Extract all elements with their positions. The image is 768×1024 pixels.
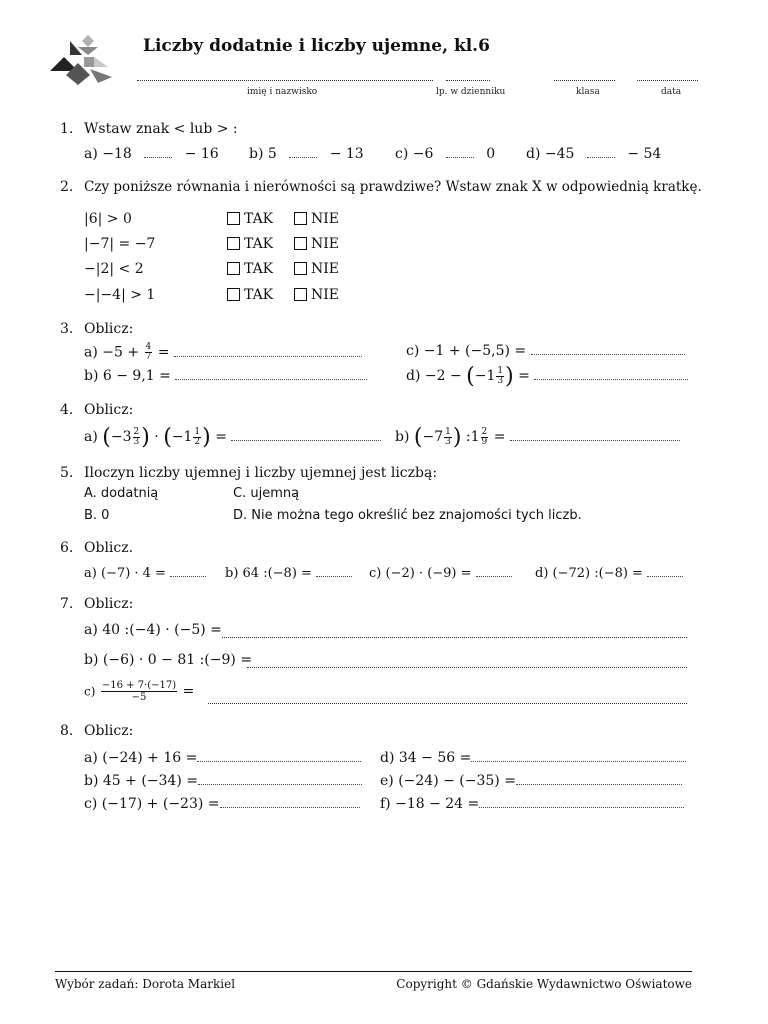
tangram-logo	[48, 33, 114, 89]
equals: =	[215, 429, 227, 445]
answer-blank[interactable]	[144, 156, 172, 158]
answer-line[interactable]	[222, 637, 687, 638]
q8-c	[84, 796, 360, 812]
fraction: $\frac{1}{3}$	[445, 426, 451, 447]
q2-row-3: −|2| < 2	[84, 261, 144, 277]
fraction: $\frac{1}{3}$	[497, 365, 504, 386]
question-number: 1.	[60, 121, 74, 137]
q6-c	[369, 566, 512, 581]
answer-blank[interactable]	[170, 575, 206, 577]
q3-c	[406, 343, 685, 359]
answer-blank[interactable]	[289, 156, 317, 158]
answer-line[interactable]	[510, 439, 680, 441]
checkbox[interactable]	[227, 237, 240, 250]
expr: a) (−24) + 16 =	[84, 750, 198, 766]
q7-b: b) (−6) · 0 − 81 :(−9) =	[84, 652, 253, 668]
expr: d) −2 −	[406, 368, 462, 384]
times: ·	[154, 429, 159, 445]
expr: f) −18 − 24 =	[380, 796, 480, 812]
q3-b	[84, 368, 367, 384]
q1-right: 0	[486, 146, 496, 162]
q8-e	[380, 773, 682, 789]
q2-row-1: |6| > 0	[84, 211, 132, 227]
answer-line[interactable]	[531, 353, 685, 355]
footer-author: Wybór zadań: Dorota Markiel	[55, 977, 236, 991]
answer-blank[interactable]	[587, 156, 615, 158]
q2-row-4: −|−4| > 1	[84, 287, 156, 303]
class-field[interactable]	[554, 80, 615, 81]
tak-label: TAK	[244, 236, 274, 252]
question-text: Wstaw znak < lub > :	[84, 121, 238, 137]
divide: :	[465, 429, 471, 445]
nie-option[interactable]	[294, 261, 339, 277]
class-number-label: lp. w dzienniku	[436, 87, 506, 97]
q8-f	[380, 796, 684, 812]
answer-blank[interactable]	[316, 575, 352, 577]
tak-option[interactable]	[227, 211, 273, 227]
answer-line[interactable]	[175, 378, 367, 380]
fraction: $\frac{4}{7}$	[145, 342, 152, 362]
expr: b) 6 − 9,1 =	[84, 368, 171, 384]
expr: d) 34 − 56 =	[380, 750, 472, 766]
question-text: Oblicz:	[84, 321, 134, 337]
tak-label: TAK	[244, 287, 274, 303]
footer-divider	[55, 971, 692, 972]
expr: −1	[474, 368, 496, 384]
q2-row-2: |−7| = −7	[84, 236, 156, 252]
question-text: Czy poniższe równania i nierówności są prawdziwe? Wstaw znak X w odpowiednią kratkę.	[84, 179, 702, 195]
checkbox[interactable]	[227, 212, 240, 225]
question-number: 6.	[60, 540, 74, 556]
q1-left: d) −45	[526, 146, 575, 162]
q1-left: a) −18	[84, 146, 132, 162]
equals: =	[182, 683, 195, 700]
expr: d) (−72) :(−8) =	[535, 566, 643, 581]
expr: −1	[171, 429, 193, 445]
answer-line[interactable]	[471, 760, 686, 762]
answer-line[interactable]	[220, 806, 360, 808]
fraction: $\frac{-16 + 7\cdot(-17)}{-5}$	[101, 680, 177, 703]
fraction: $\frac{2}{3}$	[133, 426, 140, 447]
question-number: 3.	[60, 321, 74, 337]
q1-item-c	[395, 146, 495, 162]
equals: =	[493, 429, 506, 445]
label: c)	[84, 684, 96, 699]
question-number: 5.	[60, 465, 74, 481]
expr: b) 45 + (−34) =	[84, 773, 198, 789]
date-label: data	[661, 87, 682, 97]
question-number: 7.	[60, 596, 74, 612]
question-text: Oblicz:	[84, 402, 134, 418]
question-text: Oblicz:	[84, 596, 134, 612]
nie-label: NIE	[311, 261, 339, 277]
q1-item-b	[249, 146, 364, 162]
checkbox[interactable]	[227, 262, 240, 275]
q8-b	[84, 773, 362, 789]
checkbox[interactable]	[294, 262, 307, 275]
nie-label: NIE	[311, 211, 339, 227]
checkbox[interactable]	[294, 237, 307, 250]
equals: =	[157, 344, 170, 361]
answer-line[interactable]	[516, 783, 682, 785]
q3-a	[84, 343, 362, 362]
expr: a) −5 +	[84, 344, 140, 361]
q1-right: − 13	[329, 146, 364, 162]
q8-a	[84, 750, 361, 766]
q4-b: b) (−7 $\frac{1}{3}$ ) :1 $\frac{2}{9}$ =	[395, 425, 680, 450]
option-a[interactable]: A. dodatnią	[84, 486, 159, 501]
answer-line[interactable]	[247, 667, 687, 668]
q6-b	[225, 566, 352, 581]
answer-line[interactable]	[534, 378, 688, 380]
answer-line[interactable]	[479, 806, 684, 808]
q3-d: d) −2 − (−1 $\frac{1}{3}$ ) =	[406, 364, 688, 389]
option-b[interactable]: B. 0	[84, 508, 110, 523]
fraction: $\frac{1}{2}$	[194, 426, 201, 447]
q7-c	[84, 680, 194, 703]
q4-a: a) (−3 $\frac{2}{3}$ ) · (−1 $\frac{1}{2}$ ) =	[84, 425, 381, 450]
answer-line[interactable]	[231, 439, 381, 441]
q8-d	[380, 750, 686, 766]
tak-option[interactable]	[227, 261, 273, 277]
expr: c) (−17) + (−23) =	[84, 796, 220, 812]
expr: −7	[422, 429, 444, 445]
question-number: 4.	[60, 402, 74, 418]
answer-blank[interactable]	[647, 575, 683, 577]
expr: e) (−24) − (−35) =	[380, 773, 516, 789]
q6-d	[535, 566, 683, 581]
nie-label: NIE	[311, 236, 339, 252]
nie-label: NIE	[311, 287, 339, 303]
answer-blank[interactable]	[476, 575, 512, 577]
question-text: Oblicz.	[84, 540, 134, 556]
q1-item-d	[526, 146, 661, 162]
question-text: Iloczyn liczby ujemnej i liczby ujemnej jest liczbą:	[84, 465, 438, 481]
expr: b) 64 :(−8) =	[225, 566, 312, 581]
q1-item-a	[84, 146, 219, 162]
nie-option[interactable]	[294, 287, 339, 303]
q1-right: − 54	[627, 146, 662, 162]
q7-a: a) 40 :(−4) · (−5) =	[84, 622, 222, 638]
expr: 1	[470, 429, 480, 445]
answer-line[interactable]	[197, 760, 361, 762]
option-d[interactable]: D. Nie można tego określić bez znajomości tych liczb.	[233, 508, 582, 523]
q1-left: c) −6	[395, 146, 434, 162]
tak-option[interactable]	[227, 236, 273, 252]
q1-right: − 16	[184, 146, 219, 162]
tak-option[interactable]	[227, 287, 273, 303]
question-number: 8.	[60, 723, 74, 739]
nie-option[interactable]	[294, 211, 339, 227]
expr: c) (−2) · (−9) =	[369, 566, 472, 581]
worksheet-title: Liczby dodatnie i liczby ujemne, kl.6	[143, 36, 490, 56]
fraction: $\frac{2}{9}$	[481, 426, 488, 447]
name-label: imię i nazwisko	[247, 87, 318, 97]
date-field[interactable]	[637, 80, 698, 81]
checkbox[interactable]	[227, 288, 240, 301]
q6-a	[84, 566, 206, 581]
checkbox[interactable]	[294, 288, 307, 301]
label: b)	[395, 429, 410, 445]
name-field[interactable]	[137, 80, 433, 81]
footer-copyright: Copyright © Gdańskie Wydawnictwo Oświatowe	[396, 977, 692, 991]
expr: −3	[110, 429, 132, 445]
answer-line[interactable]	[174, 355, 362, 357]
label: a)	[84, 429, 98, 445]
answer-line[interactable]	[208, 703, 687, 704]
option-c[interactable]: C. ujemną	[233, 486, 300, 501]
equals: =	[518, 368, 530, 384]
tak-label: TAK	[244, 261, 274, 277]
answer-line[interactable]	[198, 783, 362, 785]
tak-label: TAK	[244, 211, 274, 227]
expr: a) (−7) · 4 =	[84, 566, 166, 581]
q1-left: b) 5	[249, 146, 277, 162]
nie-option[interactable]	[294, 236, 339, 252]
question-number: 2.	[60, 179, 74, 195]
answer-blank[interactable]	[446, 156, 474, 158]
class-label: klasa	[576, 87, 600, 97]
class-number-field[interactable]	[446, 80, 490, 81]
question-text: Oblicz:	[84, 723, 134, 739]
expr: c) −1 + (−5,5) =	[406, 343, 527, 359]
checkbox[interactable]	[294, 212, 307, 225]
